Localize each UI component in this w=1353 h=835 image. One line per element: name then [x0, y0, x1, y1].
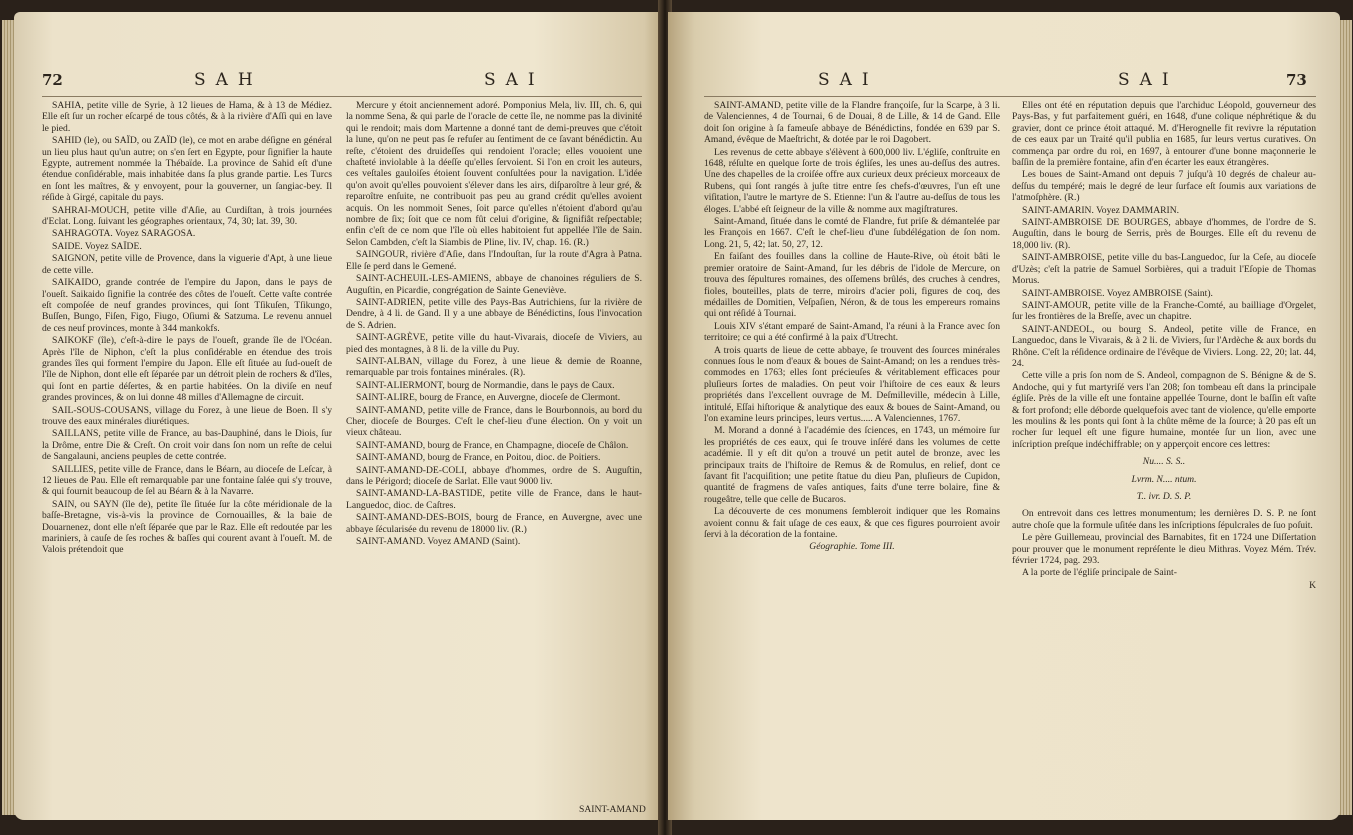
article-entry: On entrevoit dans ces lettres monumentum; les dernières D. S. P. ne ſont autre choſe que la formule uſitée dans les inſcriptions ſépulcrales de ſuo poſuit.	[1012, 508, 1316, 531]
inscription-line: T.. ivr. D. S. P.	[1136, 491, 1192, 502]
article-entry: SAINT-AMBROISE, petite ville du bas-Languedoc, ſur la Ceſe, au dioceſe d'Uzès; c'eſt la patrie de Samuel Sorbières, qui a traduit l'Eſopie de Thomas Morus.	[1012, 252, 1316, 287]
right-page	[668, 12, 1340, 820]
article-entry: SAINT-AMAND, bourg de France, en Champagne, dioceſe de Châlon.	[356, 439, 629, 451]
article-entry: SAINT-AMAND-LA-BASTIDE, petite ville de France, dans le haut-Languedoc, dioc. de Caſtres.	[346, 488, 642, 511]
article-entry: Louis XIV s'étant emparé de Saint-Amand, l'a réuni à la France avec ſon territoire; ce qui a été confirmé à la paix d'Utrecht.	[704, 320, 1000, 344]
article-entry: SAINGOUR, rivière d'Aſie, dans l'Indouſtan, ſur la route d'Agra à Patna. Elle ſe perd dans le Gemené.	[346, 249, 642, 272]
article-entry: SAINT-ALIERMONT, bourg de Normandie, dans le pays de Caux.	[356, 379, 615, 391]
article-entry: SAIKAIDO, grande contrée de l'empire du Japon, dans le pays de l'oueſt. Saikaido ſignifie la contrée des côtes de l'oueſt. Cette vaſte contrée eſt compoſée de neuf grandes provinces, qui ſont Tſikuſen, Tſikungo, Buſſen, Bungo, Fiſen, Figo, Fiugo, Oſiumi & Satzuma. Le revenu annuel de ces neuf provinces, monte à 344 mankokfs.	[42, 277, 332, 334]
article-entry: Le père Guillemeau, provincial des Barnabites, fit en 1724 une Diſſertation pour prouver que le monument repréſente le dieu Mithras. Voyez Mém. Trév. février 1724, pag. 293.	[1012, 532, 1316, 567]
article-entry: SAINT-AMAND, petite ville de France, dans le Bourbonnois, au bord du Cher, dioceſe de Bourges. C'eſt le chef-lieu d'une élection. On y voit un vieux château.	[346, 404, 642, 439]
article-entry: SAIN, ou SAYN (île de), petite île ſituée ſur la côte méridionale de la baſſe-Bretagne, vis-à-vis la province de Cornouailles, & la baie de Douarnenez, dont elle n'eſt ſéparée que par le Raz. Elle eſt redoutée par les mariniers, à cauſe de ſes roches & baſſes qui courent avant à l'oueſt. M. de Valois prétendoit que	[42, 498, 332, 556]
article-entry: SAIDE. Voyez SAÏDE.	[52, 240, 142, 252]
article-entry: Mercure y étoit anciennement adoré. Pomponius Mela, liv. III, ch. 6, qui la nomme Sena, & qui parle de l'oracle de cette île, ne nomme pas la divinité qui le rendoit; mais dom Martenne a donné tant de demi-preuves que c'étoit la lune, qu'on ne peut pas ſe refuſer au ſentiment de ce ſavant bénédictin. Au reſte, c'étoient des druideſſes qui rendoient l'oracle; elles vouoient une chaſteté inviolable à la déeſſe qu'elles ſervoient. Si l'on en croit les auteurs, ces veſtales gauloiſes étoient ſouvent conſultées pour la navigation. L'idée qu'on avoit qu'elles pouvoient s'élever dans les airs, diſparoître à leur gré, & reparoître enſuite, ne contribuoit pas peu au grand crédit qu'elles avoient acquis. On les nommoit Senes, ſoit parce qu'elles n'étoient d'abord qu'au nombre de ſix; ſoit que ce nom fût celui d'origine, & ſignifiât reſpectable; enfin c'eſt de ce nom que l'île où elles habitoient fut appellée l'île de Sain. Selon Cambden, c'eſt la Siambis de Pline, liv. IV, chap. 16. (R.)	[346, 100, 642, 248]
article-entry: SAIL-SOUS-COUSANS, village du Forez, à une lieue de Boen. Il s'y trouve des eaux minérales diurétiques.	[42, 404, 332, 427]
article-entry: En faiſant des fouilles dans la colline de Haute-Rive, où étoit bâti le premier oratoire de Saint-Amand, ſur les débris de l'idole de Mercure, on trouva des ſépultures romaines, des oſſemens brûlés, des cruches à cendres, fioles, bouteilles, plats de terre, miroirs d'acier poli, figures de coq, des médailles de Domitien, Veſpaſien, Néron, & de tous les empereurs romains qui ont réſidé à Tournai.	[704, 251, 1000, 320]
article-entry: SAINT-ADRIEN, petite ville des Pays-Bas Autrichiens, ſur la rivière de Dendre, à 4 li. de Gand. Il y a une abbaye de Bénédictins, ſous l'invocation de S. Adrien.	[346, 296, 642, 331]
article-entry: Cette ville a pris ſon nom de S. Andeol, compagnon de S. Bénigne & de S. Andoche, qui y fut martyriſé vers l'an 208; ſon tombeau eſt dans la principale égliſe. Près de la ville eſt une fontaine appellée Tourne, dont le baſſin eſt vaſte & fort profond; elle déborde quelquefois avec tant de violence, qu'elle emporte les moulins & les ponts qui ſont à la chûte même de la ſource; à 20 pas eſt un rocher ſur lequel eſt une figure humaine, montée ſur un lion, avec une inſcription preſque indéchiffrable; on y apperçoit encore ces lettres:	[1012, 370, 1316, 450]
left-page-column-2	[346, 100, 642, 800]
header-rule-right	[704, 96, 1316, 97]
article-entry: SAHRAI-MOUCH, petite ville d'Aſie, au Curdiſtan, à trois journées d'Eclat. Long. ſuivant les géographes orientaux, 74, 30; lat. 39, 30.	[42, 204, 332, 228]
article-entry: SAIGNON, petite ville de Provence, dans la viguerie d'Apt, à une lieue de cette ville.	[42, 253, 332, 276]
inscription-line: Nu.... S. S..	[1142, 456, 1186, 468]
article-entry: SAILLIES, petite ville de France, dans le Béarn, au dioceſe de Leſcar, à 12 lieues de Pau. Elle eſt remarquable par une fontaine ſalée qui s'y trouve, & qui fournit beaucoup de ſel au Béarn & à la Navarre.	[42, 463, 332, 498]
right-page-column-1	[704, 100, 1000, 800]
left-page-column-1	[42, 100, 332, 800]
article-entry: SAINT-ACHEUIL-LES-AMIENS, abbaye de chanoines réguliers de S. Auguſtin, en Picardie, congrégation de Sainte Geneviève.	[346, 273, 642, 296]
article-entry: SAINT-AMAND-DE-COLI, abbaye d'hommes, ordre de S. Auguſtin, dans le Périgord; dioceſe de Sarlat. Elle vaut 9000 liv.	[346, 464, 642, 487]
left-page	[14, 12, 664, 820]
catchword-right: K	[1309, 579, 1316, 591]
article-entry: M. Morand a donné à l'académie des ſciences, en 1743, un mémoire ſur les propriétés de ces eaux, qui ſe trouve inſéré dans les volumes de cette académie. Il y eſt dit qu'on a trouvé un petit autel de bronze, avec les principaux traits de l'hiſtoire de Remus & de Romulus, en relief, dont ce ſavant fit l'acquiſition; une petite ſtatue du dieu Pan, pluſieurs de Cupidon, quantité de fragmens de vaſes antiques, faits d'une terre bolaire, fine & rougeâtre, telle que celle de Bucaros.	[704, 425, 1000, 505]
article-entry: SAINT-AMAND, bourg de France, en Poitou, dioc. de Poitiers.	[356, 452, 601, 464]
article-entry: SAINT-AMBROISE. Voyez AMBROISE (Saint).	[1022, 287, 1213, 299]
article-entry: SAHID (le), ou SAÏD, ou ZAÏD (le), ce mot en arabe déſigne en général un lieu plus haut qu'un autre; on s'en ſert en Egypte, pour ſignifier la haute Egypte, autrement nommée la Thébaïde. La province de Sahid eſt d'une étendue conſidérable, mais inhabitée dans ſa plus grande partie. Les Turcs en ſont les maîtres, & y envoyent, pour la gouverner, un ſangiac-bey. Il réſide à Girgé, capitale du pays.	[42, 135, 332, 204]
article-entry: La découverte de ces monumens ſembleroit indiquer que les Romains avoient connu & fait uſage de ces eaux, & que ces figures pourroient avoir ſervi à la décoration de la fontaine.	[704, 506, 1000, 541]
article-entry: A la porte de l'égliſe principale de Saint-	[1022, 567, 1177, 579]
article-entry: SAINT-AMAND-DES-BOIS, bourg de France, en Auvergne, avec une abbaye ſécularisée du revenu de 18000 liv. (R.)	[346, 512, 642, 535]
running-head-right-1: SAI	[818, 70, 879, 90]
article-entry: SAINT-AMBROISE DE BOURGES, abbaye d'hommes, de l'ordre de S. Auguſtin, dans le bourg de Serris, près de Bourges. Elle eſt du revenu de 18,000 liv. (R).	[1012, 217, 1316, 251]
article-entry: SAINT-AMARIN. Voyez DAMMARIN.	[1022, 204, 1180, 216]
article-entry: Les boues de Saint-Amand ont depuis 7 juſqu'à 10 degrés de chaleur au-deſſus du tempéré; mais le degré de leur ſurface eſt ſoumis aux variations de l'atmoſphère. (R.)	[1012, 169, 1316, 204]
running-head-left-1: SAH	[194, 70, 263, 90]
article-entry: SAINT-AMAND. Voyez AMAND (Saint).	[356, 536, 521, 548]
article-entry: SAINT-AMOUR, petite ville de la Franche-Comté, au bailliage d'Orgelet, ſur les frontières de la Breſſe, avec un chapitre.	[1012, 299, 1316, 323]
article-entry: SAINT-ALBAN, village du Forez, à une lieue & demie de Roanne, remarquable par trois fontaines minérales. (R).	[346, 355, 642, 379]
header-rule-left	[42, 96, 642, 97]
article-entry: Elles ont été en réputation depuis que l'archiduc Léopold, gouverneur des Pays-Bas, y fut parfaitement guéri, en 1648, d'une colique néphrétique & du gravier, dont ce prince étoit attaqué. M. d'Herognelle fit revivre la réputation de ces eaux par un Traité qu'il publia en 1685, ſur leurs vertus curatives. On commença par ordre du roi, en 1697, à entourer d'une bonne maçonnerie le baſſin de la première fontaine, afin d'en écarter les eaux étrangères.	[1012, 100, 1316, 169]
article-entry: SAINT-AGRÈVE, petite ville du haut-Vivarais, dioceſe de Viviers, au pied des montagnes, à 8 li. de la ville du Puy.	[346, 332, 642, 355]
volume-signature: Géographie. Tome III.	[809, 541, 895, 553]
article-entry: SAINT-ANDEOL, ou bourg S. Andeol, petite ville de France, en Languedoc, dans le Vivarais, & à 2 li. de Viviers, ſur l'Ardèche & aux bords du Rhône. C'eſt la réſidence ordinaire de l'évêque de Viviers. Long. 22, 20; lat. 44, 24.	[1012, 323, 1316, 369]
right-page-column-2	[1012, 100, 1316, 812]
page-number-right: 73	[1286, 71, 1307, 89]
article-entry: SAINT-AMAND, petite ville de la Flandre françoiſe, ſur la Scarpe, à 3 li. de Valenciennes, 4 de Tournai, 6 de Douai, 8 de Lille, & 14 de Gand. Elle doit ſon origine à ſa fameuſe abbaye de Bénédictins, fondée en 639 par S. Amand, évêque de Maeſtricht, & dotée par le roi Dagobert.	[704, 100, 1000, 146]
running-head-left-2: SAI	[484, 70, 545, 90]
inscription-line: Lvrm. N.... ntum.	[1131, 473, 1197, 485]
page-edge-right	[1338, 20, 1352, 815]
running-head-right-2: SAI	[1118, 70, 1179, 90]
article-entry: SAHIA, petite ville de Syrie, à 12 lieues de Hama, & à 13 de Médiez. Elle eſt ſur un rocher eſcarpé de tous côtés, & à la rivière d'Aſſi qui en lave le pied.	[42, 100, 332, 134]
article-entry: SAIKOKF (île), c'eſt-à-dire le pays de l'oueſt, grande île de l'Océan. Après l'île de Niphon, c'eſt la plus conſidérable en étendue des trois grandes îles qui forment l'empire du Japon. Elle eſt ſituée au ſud-oueſt de l'île de Niphon, dont elle eſt ſéparée par un détroit plein de rochers & d'îles, qui ſont en partie déſertes, & en partie habitées. On la diviſe en neuf grandes provinces, & on lui donne 48 milles d'Allemagne de circuit.	[42, 335, 332, 404]
article-entry: A trois quarts de lieue de cette abbaye, ſe trouvent des ſources minérales connues ſous le nom d'eaux & boues de Saint-Amand; on les a rendues très-commodes en 1763; elles ſont précieuſes & véritablement efficaces pour pluſieurs ſortes de maladies. On peut voir l'hiſtoire de ces eaux & leurs propriétés dans l'excellent ouvrage de M. Deſmilleville, médecin à Lille, intitulé, Eſſai hiſtorique & analytique des eaux & boues de Saint-Amand, ou l'on examine leurs principes, leurs vertus..... A Valenciennes, 1767.	[704, 344, 1000, 424]
page-number-left: 72	[42, 71, 63, 89]
article-entry: SAINT-ALIRE, bourg de France, en Auvergne, dioceſe de Clermont.	[356, 392, 621, 404]
article-entry: Saint-Amand, ſituée dans le comté de Flandre, fut priſe & démantelée par les François en 1667. C'eſt le chef-lieu d'une ſubdélégation de ſon nom. Long. 21, 5, 42; lat. 50, 27, 12.	[704, 216, 1000, 250]
catchword-left: SAINT-AMAND	[579, 804, 646, 815]
article-entry: SAHRAGOTA. Voyez SARAGOSA.	[52, 228, 196, 240]
article-entry: SAILLANS, petite ville de France, au bas-Dauphiné, dans le Diois, ſur la Drôme, entre Die & Creſt. On croit voir dans ſon nom un reſte de celui de Sangalauni, anciens peuples de cette contrée.	[42, 428, 332, 463]
article-entry: Les revenus de cette abbaye s'élèvent à 600,000 liv. L'égliſe, conſtruite en 1648, réſulte en quelque ſorte de trois égliſes, les unes au-deſſus des autres. Une des chapelles de la croiſée offre aux curieux deux précieux morceaux de Rubens, qui ſont rangés à juſte titre entre ſes chefs-d'œuvres, l'un eſt une viſitation, l'autre le martyre de S. Etienne: l'un & l'autre au-deſſus de tous les éloges. L'abbé eſt ſeigneur de la ville & nomme aux magiſtratures.	[704, 146, 1000, 215]
